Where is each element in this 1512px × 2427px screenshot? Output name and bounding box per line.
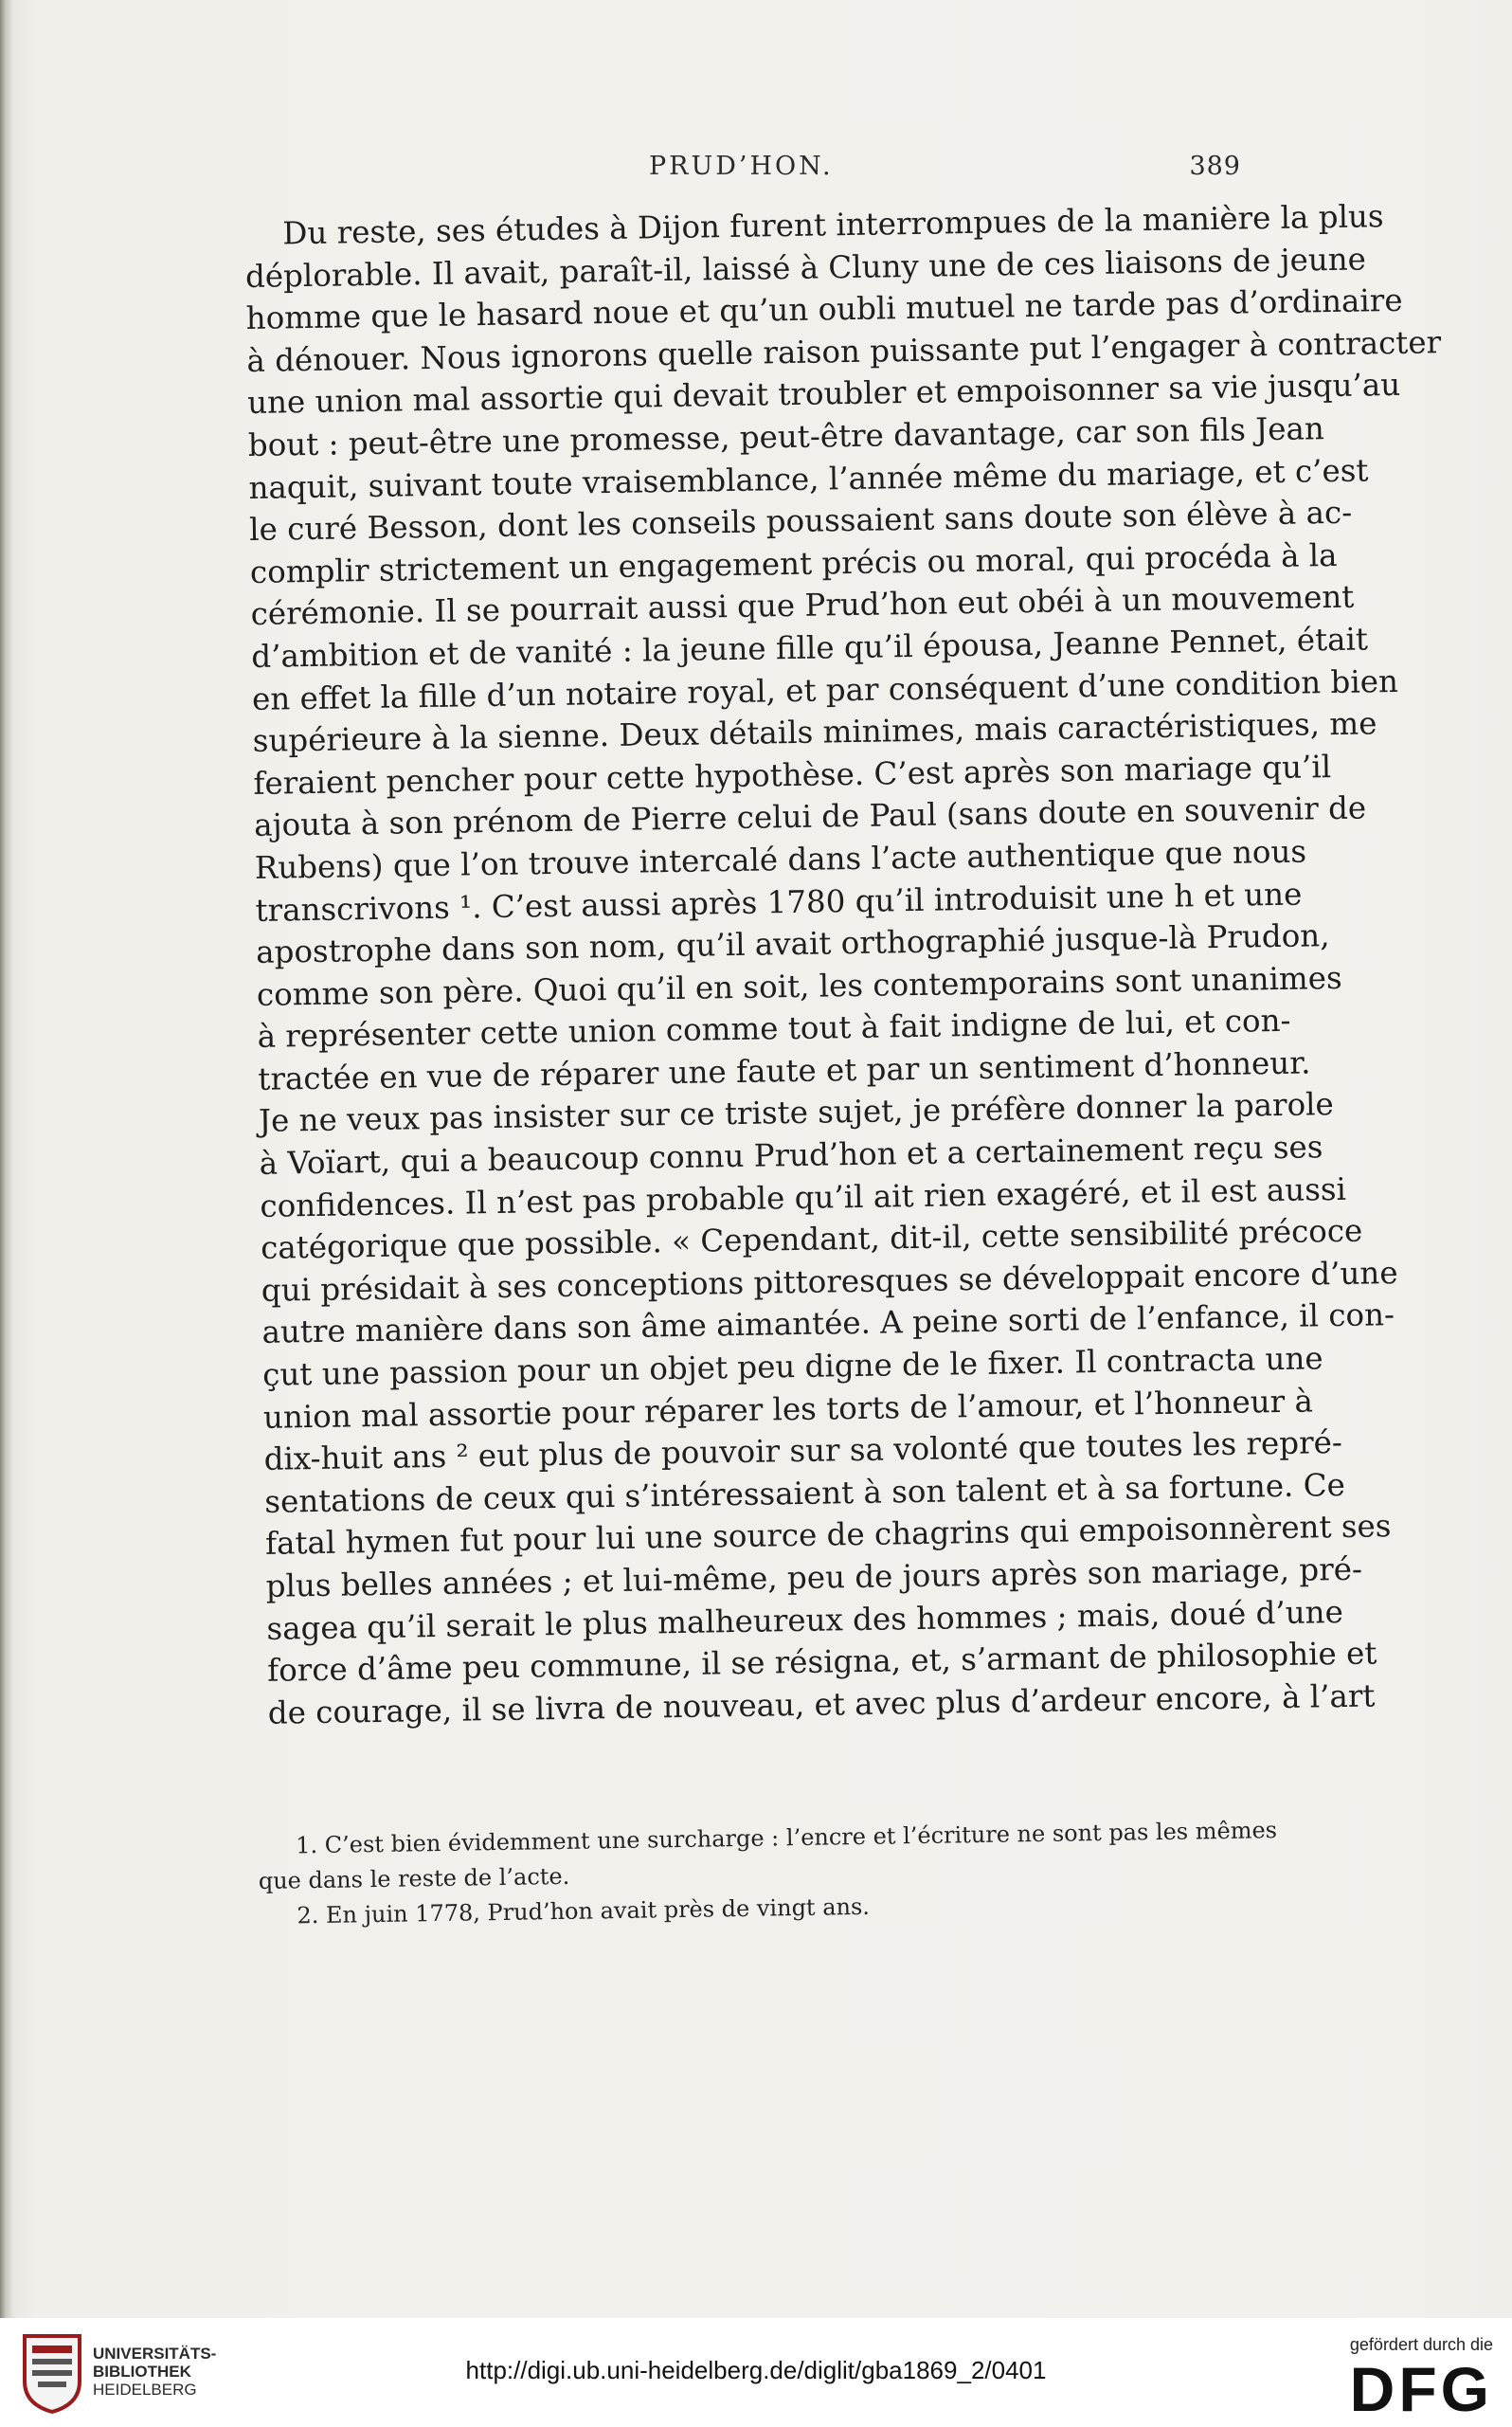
body-line: ajouta à son prénom de Pierre celui de Paul (sans doute en souvenir de <box>253 789 1367 844</box>
body-line: à dénouer. Nous ignorons quelle raison puissante put l’engager à contracter <box>246 323 1442 379</box>
page-number: 389 <box>1189 152 1241 181</box>
body-line: supérieure à la sienne. Deux détails minimes, mais caractéristiques, me <box>252 705 1377 760</box>
body-line: confidences. Il n’est pas probable qu’il ait rien exagéré, et il est aussi <box>260 1170 1347 1224</box>
footnote-1-continuation: que dans le reste de l’acte. <box>258 1862 570 1894</box>
running-header <box>246 152 1241 190</box>
body-line: autre manière dans son âme aimantée. A peine sorti de l’enfance, il con- <box>261 1296 1395 1351</box>
body-line: dix-huit ans ² eut plus de pouvoir sur sa volonté que toutes les repré- <box>263 1424 1343 1478</box>
library-name-line: UNIVERSITÄTS- <box>93 2345 217 2363</box>
body-line: à représenter cette union comme tout à fait indigne de lui, et con- <box>257 1003 1291 1056</box>
body-line: tractée en vue de réparer une faute et par un sentiment d’honneur. <box>258 1044 1311 1097</box>
body-line: union mal assortie pour réparer les torts de l’amour, et l’honneur à <box>262 1383 1314 1436</box>
body-line: bout : peut-être une promesse, peut-être davantage, car son fils Jean <box>247 410 1325 463</box>
viewer-footer <box>0 2318 1512 2427</box>
body-text <box>244 197 1442 1734</box>
body-line: sagea qu’il serait le plus malheureux des hommes ; mais, doué d’une <box>266 1593 1344 1647</box>
library-name-line: BIBLIOTHEK <box>93 2363 191 2381</box>
body-line: Je ne veux pas insister sur ce triste sujet, je préfère donner la parole <box>258 1086 1335 1140</box>
body-line: homme que le hasard noue et qu’un oubli mutuel ne tarde pas d’ordinaire <box>245 281 1403 337</box>
body-line: fatal hymen fut pour lui une source de chagrins qui empoisonnèrent ses <box>264 1508 1392 1563</box>
body-line: le curé Besson, dont les conseils poussaient sans doute son élève à ac- <box>248 494 1353 549</box>
body-line: feraient pencher pour cette hypothèse. C’est après son mariage qu’il <box>253 748 1332 802</box>
body-line: qui présidait à ses conceptions pittoresques se développait encore d’une <box>261 1254 1398 1309</box>
body-line: cérémonie. Il se pourrait aussi que Prud’hon eut obéi à un mouvement <box>250 578 1355 633</box>
body-line: apostrophe dans son nom, qu’il avait orthographié jusque-là Prudon, <box>255 917 1330 970</box>
dfg-logo: DFG <box>1349 2354 1493 2424</box>
body-line: çut une passion pour un objet peu digne de le fixer. Il contracta une <box>261 1340 1323 1393</box>
body-line: en effet la fille d’un notaire royal, et par conséquent d’une condition bien <box>251 662 1399 717</box>
footnotes <box>258 1813 1278 1934</box>
body-line: sentations de ceux qui s’intéressaient à son talent et à sa fortune. Ce <box>264 1466 1346 1520</box>
body-line: une union mal assortie qui devait troubler et empoisonner sa vie jusqu’au <box>246 367 1401 422</box>
body-line: à Voïart, qui a beaucoup connu Prud’hon et a certainement reçu ses <box>259 1129 1323 1182</box>
body-line: déplorable. Il avait, paraît-il, laissé à Cluny une de ces liaisons de jeune <box>244 241 1367 295</box>
funder-label: gefördert durch die <box>1349 2335 1493 2354</box>
body-line: comme son père. Quoi qu’il en soit, les contemporains sont unanimes <box>256 959 1342 1013</box>
footnote-1: 1. C’est bien évidemment une surcharge : l’encre et l’écriture ne sont pas les mêmes <box>296 1817 1278 1859</box>
body-line: catégorique que possible. « Cependant, dit-il, cette sensibilité précoce <box>260 1212 1363 1267</box>
footnote-2: 2. En juin 1778, Prud’hon avait près de vingt ans. <box>297 1893 871 1929</box>
body-line: transcrivons ¹. C’est aussi après 1780 qu’il introduisit une h et une <box>255 876 1303 929</box>
body-line: Du reste, ses études à Dijon furent interrompues de la manière la plus <box>282 198 1384 252</box>
body-line: d’ambition et de vanité : la jeune fille qu’il épousa, Jeanne Pennet, était <box>251 621 1369 675</box>
body-line: force d’âme peu commune, il se résigna, et, s’armant de philosophie et <box>266 1635 1377 1689</box>
body-line: de courage, il se livra de nouveau, et avec plus d’ardeur encore, à l’art <box>267 1677 1376 1731</box>
body-line: plus belles années ; et lui-même, peu de jours après son mariage, pré- <box>265 1550 1363 1604</box>
library-name-line: HEIDELBERG <box>93 2381 197 2399</box>
running-title: PRUD’HON. <box>649 152 834 181</box>
body-line: complir strictement un engagement précis ou moral, qui procéda à la <box>249 536 1338 590</box>
body-line: Rubens) que l’on trouve intercalé dans l’acte authentique que nous <box>254 833 1307 886</box>
body-line: naquit, suivant toute vraisemblance, l’année même du mariage, et c’est <box>248 451 1369 506</box>
page-url-link[interactable]: http://digi.ub.uni-heidelberg.de/diglit/gba1869_2/0401 <box>465 2356 1047 2384</box>
